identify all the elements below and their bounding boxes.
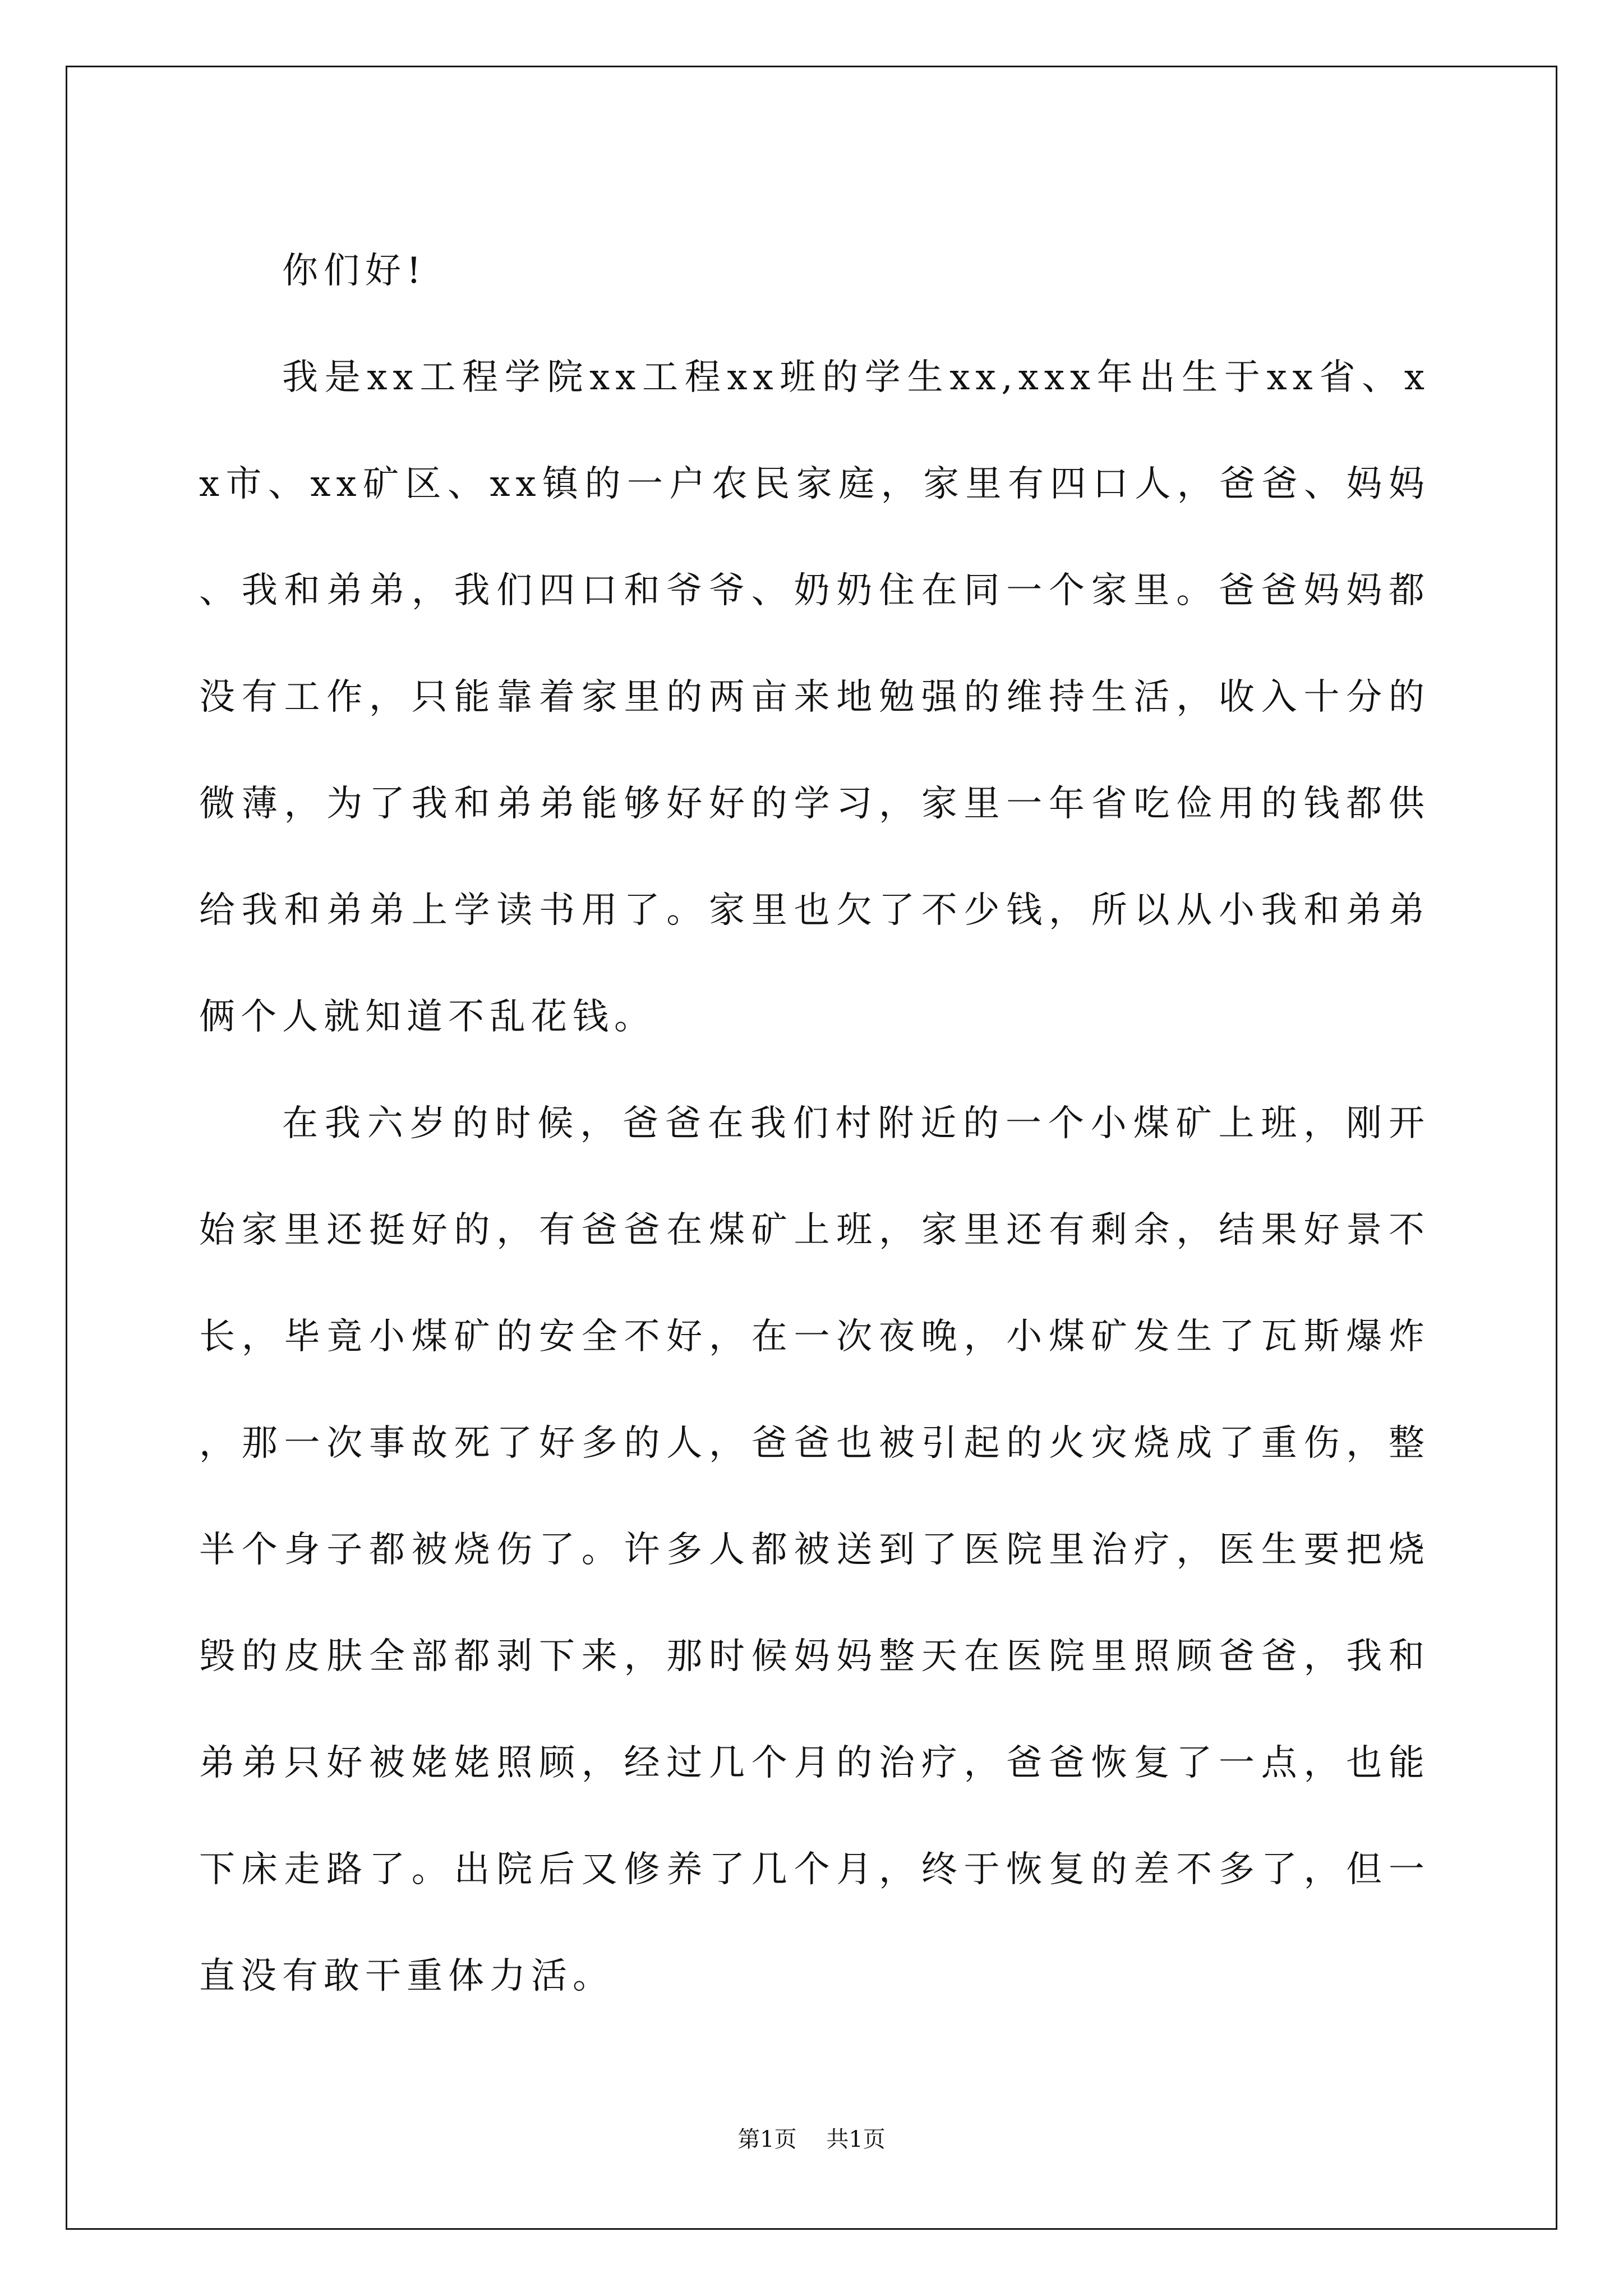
page-number: 第1页 [737, 2127, 797, 2152]
paragraph-1: 我是xx工程学院xx工程xx班的学生xx,xxx年出生于xx省、xx市、xx矿区、xx镇的一户农民家庭，家里有四口人，爸爸、妈妈、我和弟弟，我们四口和爷爷、奶奶住在同一个家里。爸爸妈妈都没有工作，只能靠着家里的两亩来地勉强的维持生活，收入十分的微薄，为了我和弟弟能够好好的学习，家里一年省吃俭用的钱都供给我和弟弟上学读书用了。家里也欠了不少钱，所以从小我和弟弟俩个人就知道不乱花钱。 [199, 357, 1430, 1038]
greeting: 你们好! [282, 250, 427, 292]
document-body [199, 218, 1430, 2030]
paragraph-2: 在我六岁的时候，爸爸在我们村附近的一个小煤矿上班，刚开始家里还挺好的，有爸爸在煤矿上班，家里还有剩余，结果好景不长，毕竟小煤矿的安全不好，在一次夜晚，小煤矿发生了瓦斯爆炸，那一次事故死了好多的人，爸爸也被引起的火灾烧成了重伤，整半个身子都被烧伤了。许多人都被送到了医院里治疗，医生要把烧毁的皮肤全部都剥下来，那时候妈妈整天在医院里照顾爸爸，我和弟弟只好被姥姥照顾，经过几个月的治疗，爸爸恢复了一点，也能下床走路了。出院后又修养了几个月，终于恢复的差不多了，但一直没有敢干重体力活。 [199, 1103, 1430, 1997]
page-footer [0, 2122, 1623, 2154]
page-total: 共1页 [826, 2127, 886, 2152]
